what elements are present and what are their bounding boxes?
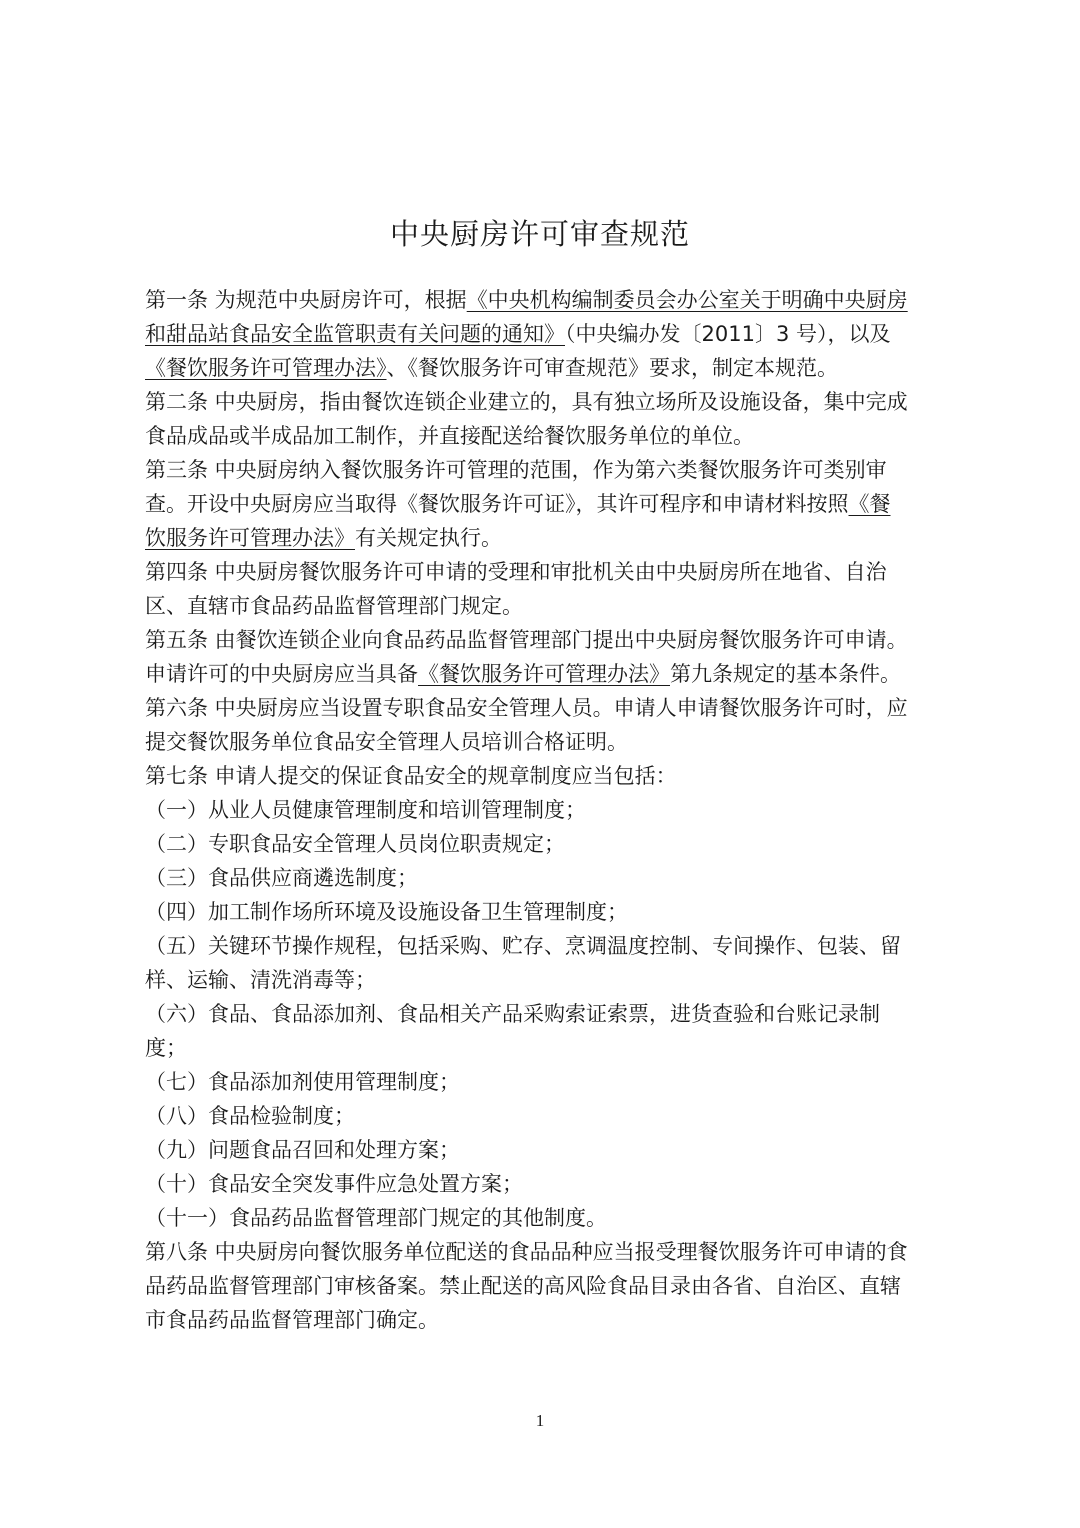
text-segment: （四）加工制作场所环境及设施设备卫生管理制度； [145,900,628,924]
text-segment: （九）问题食品召回和处理方案； [145,1138,460,1162]
text-line [145,1133,945,1167]
text-line [145,793,945,827]
text-segment: 第五条 由餐饮连锁企业向食品药品监督管理部门提出中央厨房餐饮服务许可申请。 [145,628,908,652]
text-segment: 度； [145,1036,187,1060]
text-line [145,521,945,555]
text-segment: 第八条 中央厨房向餐饮服务单位配送的食品品种应当报受理餐饮服务许可申请的食 [145,1240,908,1264]
text-segment: 提交餐饮服务单位食品安全管理人员培训合格证明。 [145,730,628,754]
text-line [145,963,945,997]
text-line [145,487,945,521]
text-line [145,589,945,623]
text-line [145,1201,945,1235]
text-line [145,283,945,317]
text-line [145,827,945,861]
text-line [145,861,945,895]
text-segment: 第九条规定的基本条件。 [670,662,901,686]
text-line [145,691,945,725]
text-segment: 食品成品或半成品加工制作，并直接配送给餐饮服务单位的单位。 [145,424,754,448]
document-title: 中央厨房许可审查规范 [389,217,690,251]
text-line [145,997,945,1031]
text-line [145,1065,945,1099]
text-segment: （五）关键环节操作规程，包括采购、贮存、烹调温度控制、专间操作、包装、留 [145,934,901,958]
linked-regulation-title: 《餐饮服务许可管理办法》 [418,662,670,686]
text-line [145,1269,945,1303]
text-line [145,929,945,963]
text-segment: 第七条 申请人提交的保证食品安全的规章制度应当包括： [145,764,677,788]
text-segment: （一）从业人员健康管理制度和培训管理制度； [145,798,586,822]
text-segment: 第一条 为规范中央厨房许可，根据 [145,288,467,312]
text-line [145,1167,945,1201]
text-line [145,1303,945,1337]
text-segment: 第三条 中央厨房纳入餐饮服务许可管理的范围，作为第六类餐饮服务许可类别审 [145,458,887,482]
linked-regulation-title: 《餐 [848,492,891,516]
text-segment: 第二条 中央厨房，指由餐饮连锁企业建立的，具有独立场所及设施设备，集中完成 [145,390,908,414]
text-segment: （二）专职食品安全管理人员岗位职责规定； [145,832,565,856]
text-segment: （七）食品添加剂使用管理制度； [145,1070,460,1094]
text-line [145,1031,945,1065]
text-segment: 查。开设中央厨房应当取得《餐饮服务许可证》，其许可程序和申请材料按照 [145,492,849,516]
text-segment: 样、运输、清洗消毒等； [145,968,376,992]
text-line [145,759,945,793]
linked-regulation-title: 《餐饮服务许可管理办法》 [145,356,387,380]
text-segment: 申请许可的中央厨房应当具备 [145,662,418,686]
text-segment: （八）食品检验制度； [145,1104,355,1128]
text-segment: 第六条 中央厨房应当设置专职食品安全管理人员。申请人申请餐饮服务许可时，应 [145,696,908,720]
text-segment: 市食品药品监督管理部门确定。 [145,1308,439,1332]
page-number: 1 [535,1411,545,1430]
text-line [145,351,945,385]
text-segment: （三）食品供应商遴选制度； [145,866,418,890]
text-line [145,725,945,759]
text-segment: 有关规定执行。 [355,526,502,550]
linked-regulation-title: 饮服务许可管理办法》 [145,526,355,550]
text-line [145,657,945,691]
text-line [145,385,945,419]
text-segment: 区、直辖市食品药品监督管理部门规定。 [145,594,523,618]
text-line [145,317,945,351]
linked-regulation-title: 和甜品站食品安全监管职责有关问题的通知》 [145,322,565,346]
text-line [145,555,945,589]
text-segment: （十一）食品药品监督管理部门规定的其他制度。 [145,1206,607,1230]
text-line [145,419,945,453]
text-segment: （六）食品、食品添加剂、食品相关产品采购索证索票，进货查验和台账记录制 [145,1002,880,1026]
text-segment: 第四条 中央厨房餐饮服务许可申请的受理和审批机关由中央厨房所在地省、自治 [145,560,887,584]
text-segment: 品药品监督管理部门审核备案。禁止配送的高风险食品目录由各省、自治区、直辖 [145,1274,901,1298]
text-line [145,623,945,657]
text-line [145,1235,945,1269]
document-body [145,283,945,1337]
text-segment: （中央编办发〔2011〕3 号），以及 [565,322,891,346]
linked-regulation-title: 《中央机构编制委员会办公室关于明确中央厨房 [466,288,908,312]
text-line [145,895,945,929]
text-segment: （十）食品安全突发事件应急处置方案； [145,1172,523,1196]
text-line [145,1099,945,1133]
text-segment: 、《餐饮服务许可审查规范》要求，制定本规范。 [386,356,838,380]
text-line [145,453,945,487]
